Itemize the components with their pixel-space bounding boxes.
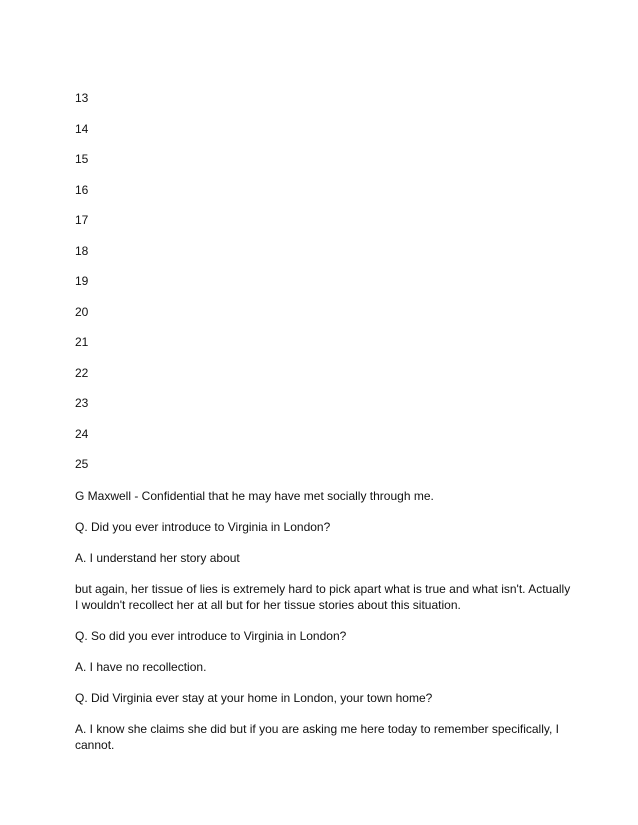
line-number: 13 — [75, 91, 89, 105]
line-number: 25 — [75, 457, 89, 471]
answer-paragraph: A. I understand her story about — [75, 551, 240, 565]
line-number: 14 — [75, 121, 89, 136]
line-number: 20 — [75, 304, 89, 319]
line-number: 21 — [75, 335, 89, 349]
question-paragraph: Q. So did you ever introduce to Virginia in London? — [75, 629, 347, 643]
answer-paragraph: A. I have no recollection. — [75, 660, 207, 674]
header-line: G Maxwell - Confidential that he may have met socially through me. — [75, 489, 434, 503]
question-paragraph: Q. Did you ever introduce to Virginia in London? — [75, 520, 331, 534]
line-number: 18 — [75, 243, 89, 258]
line-number: 19 — [75, 274, 89, 288]
answer-continuation-paragraph: but again, her tissue of lies is extremely hard to pick apart what is true and what isn't. Actually I wouldn't recollect her at all but for her tissue stories about this situation. — [75, 582, 571, 612]
line-number-column — [75, 91, 88, 488]
line-number: 23 — [75, 396, 89, 410]
line-number: 16 — [75, 182, 89, 197]
question-paragraph: Q. Did Virginia ever stay at your home in London, your town home? — [75, 691, 433, 705]
line-number: 22 — [75, 365, 89, 380]
line-number: 15 — [75, 152, 89, 166]
answer-paragraph: A. I know she claims she did but if you are asking me here today to remember specifically, I cannot. — [75, 722, 559, 752]
transcript-body — [75, 488, 575, 767]
line-number: 24 — [75, 426, 89, 441]
line-number: 17 — [75, 213, 89, 227]
